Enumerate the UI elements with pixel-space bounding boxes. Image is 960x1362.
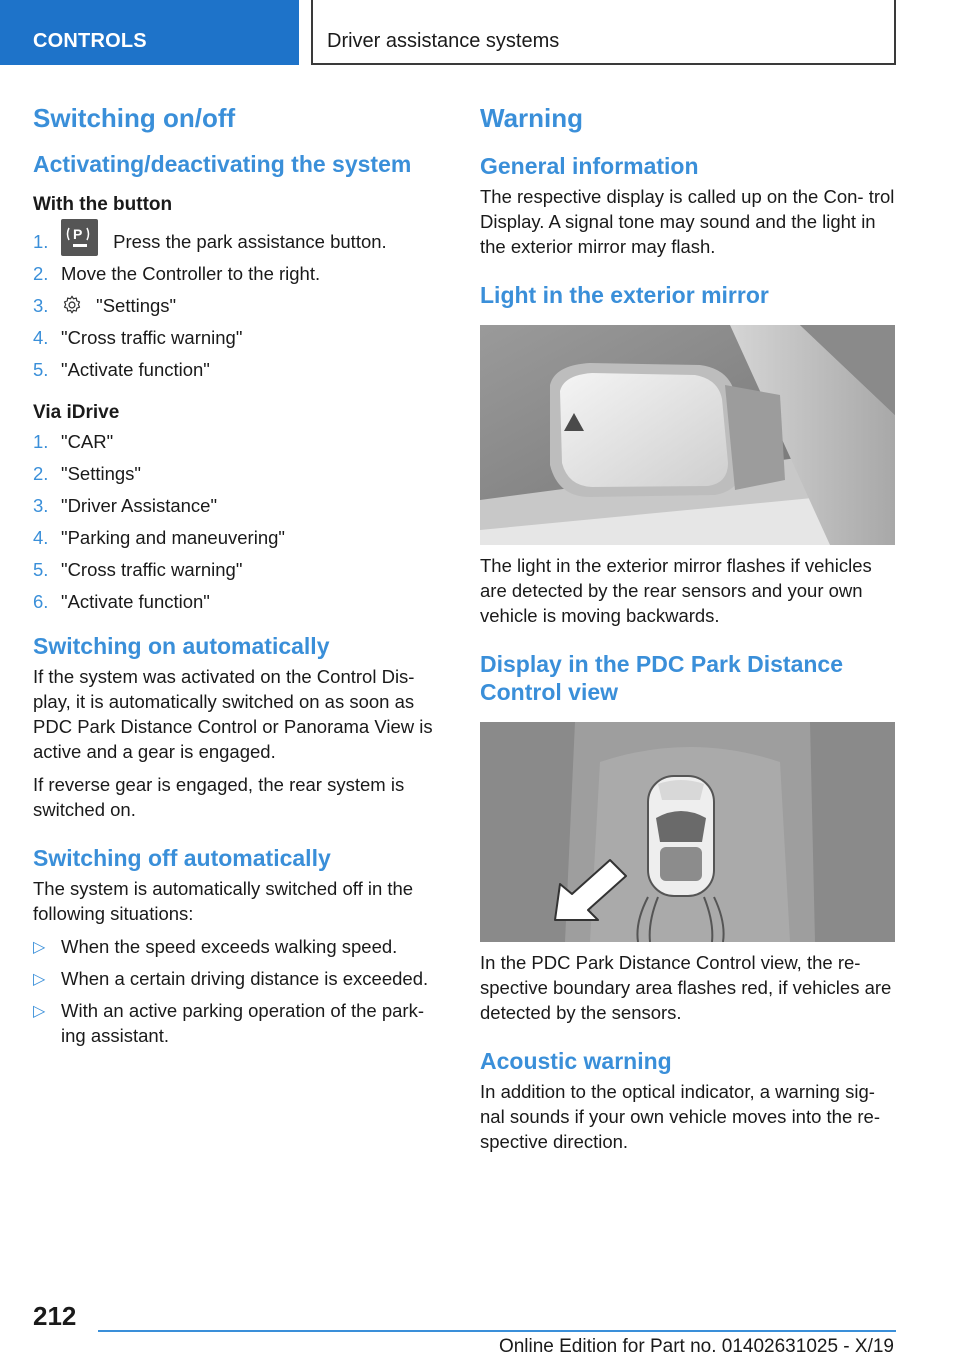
- section-title: CONTROLS: [33, 30, 147, 52]
- via-idrive-heading: Via iDrive: [33, 402, 120, 423]
- list-item: ▷ When the speed exceeds walking speed.: [33, 934, 443, 959]
- list-item: 3. "Settings": [33, 295, 177, 316]
- triangle-bullet-icon: ▷: [33, 1003, 46, 1020]
- section-heading-switching: Switching on/off: [33, 103, 236, 133]
- acoustic-heading: Acoustic warning: [480, 1048, 672, 1074]
- left-column: [33, 100, 443, 1055]
- page-number: 212: [33, 1301, 77, 1331]
- auto-off-text: The system is automatically switched off in the following situations:: [33, 878, 414, 924]
- right-column: [480, 100, 895, 1154]
- section-tab: [0, 0, 299, 65]
- list-item: 6. "Activate function": [33, 591, 210, 612]
- via-idrive-steps: [33, 426, 443, 618]
- list-item: 1. "CAR": [33, 431, 114, 452]
- gear-icon: [61, 294, 83, 316]
- pdc-view-illustration: [480, 722, 895, 942]
- triangle-bullet-icon: ▷: [33, 971, 46, 988]
- list-item: 2. Move the Controller to the right.: [33, 263, 321, 284]
- svg-text:P: P: [73, 225, 83, 242]
- footer-divider: [98, 1330, 896, 1332]
- auto-off-bullets: [33, 934, 443, 1048]
- mirror-text: The light in the exterior mirror flashes if vehicles are detected by the rear sensors and your own vehicle is moving backwards.: [480, 555, 872, 626]
- with-button-heading: With the button: [33, 194, 173, 215]
- list-item: 5. "Activate function": [33, 359, 210, 380]
- auto-on-text-2: If reverse gear is engaged, the rear system is switched on.: [33, 774, 405, 820]
- general-info-heading: General information: [480, 153, 699, 179]
- list-item: 4. "Parking and maneuvering": [33, 527, 285, 548]
- list-item: ▷ When a certain driving distance is exceeded.: [33, 966, 443, 991]
- list-item: 5. "Cross traffic warning": [33, 559, 243, 580]
- acoustic-text: In addition to the optical indicator, a warning sig‐ nal sounds if your own vehicle moves into the re‐ spective direction.: [480, 1081, 881, 1152]
- edition-note: Online Edition for Part no. 01402631025 - X/19: [498, 1336, 894, 1357]
- auto-on-heading: Switching on automatically: [33, 633, 330, 659]
- mirror-heading: Light in the exterior mirror: [480, 282, 769, 308]
- with-button-steps: [33, 226, 443, 386]
- pdc-heading: Display in the PDC Park Distance Control view: [480, 651, 844, 705]
- park-assist-button-icon: [61, 219, 98, 256]
- list-item: 2. "Settings": [33, 463, 141, 484]
- section-heading-warning: Warning: [480, 103, 584, 133]
- list-item: 3. "Driver Assistance": [33, 495, 218, 516]
- list-item: 1. P Press the park assistance button.: [33, 226, 443, 258]
- list-item: ▷ With an active parking operation of the park‐ ing assistant.: [33, 1000, 424, 1046]
- general-info-text: The respective display is called up on the Con‐ trol Display. A signal tone may sound and the light in the exterior mirror may flash.: [480, 186, 895, 257]
- chapter-header: [311, 0, 896, 65]
- triangle-bullet-icon: ▷: [33, 939, 46, 956]
- list-item: 4. "Cross traffic warning": [33, 327, 243, 348]
- pdc-text: In the PDC Park Distance Control view, the re‐ spective boundary area flashes red, if vehicles are detected by the sensors.: [480, 952, 892, 1023]
- auto-on-text-1: If the system was activated on the Control Dis‐ play, it is automatically switched on as soon as PDC Park Distance Control or Panorama View is active and a gear is engaged.: [33, 666, 433, 762]
- auto-off-heading: Switching off automatically: [33, 845, 331, 871]
- chapter-title: Driver assistance systems: [327, 30, 560, 52]
- subsection-heading-activating: Activating/deactivating the system: [33, 151, 412, 177]
- exterior-mirror-illustration: [480, 325, 895, 545]
